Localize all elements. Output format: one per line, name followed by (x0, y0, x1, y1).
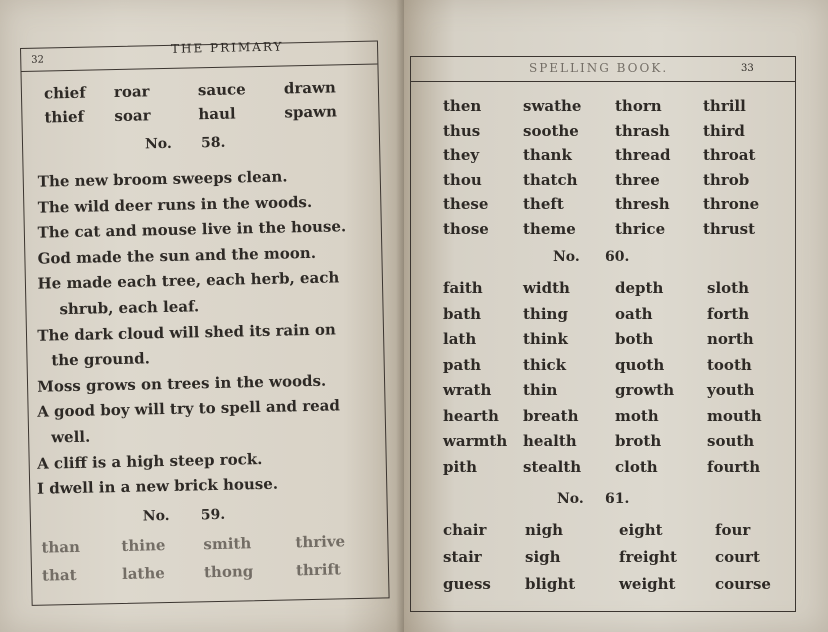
spelling-word: that (41, 565, 77, 585)
spelling-word: throne (703, 195, 760, 213)
lesson-59-label: No. (142, 507, 170, 525)
sentence-line: God made the sun and the moon. (37, 243, 317, 268)
spelling-word: mouth (707, 406, 762, 425)
sentence-line: He made each tree, each herb, each (37, 268, 340, 294)
spelling-word: thread (615, 146, 671, 164)
spelling-word: course (715, 575, 771, 593)
spelling-word: roar (113, 82, 150, 102)
spelling-word: court (715, 548, 760, 566)
right-page-number: 33 (741, 63, 754, 74)
spelling-word: wrath (443, 381, 492, 399)
left-page-number: 32 (31, 54, 45, 66)
spelling-word: thank (523, 146, 572, 164)
spelling-word: thin (523, 381, 558, 399)
spelling-word: forth (707, 304, 750, 323)
right-page-border (410, 56, 796, 612)
spelling-word: third (703, 121, 745, 140)
lesson-60-label: No. (553, 249, 580, 265)
spelling-word: tooth (707, 355, 752, 374)
spelling-word: thus (443, 121, 481, 140)
spelling-word: swathe (523, 97, 582, 115)
spelling-word: growth (615, 381, 675, 399)
lesson-58-label: No. (144, 135, 172, 153)
spelling-word: cloth (615, 457, 658, 476)
spelling-word: faith (443, 279, 483, 297)
spelling-word: throat (703, 146, 756, 164)
spelling-word: freight (619, 548, 677, 566)
spelling-word: pith (443, 457, 478, 476)
sentence-line: the ground. (51, 349, 151, 370)
spelling-word: thing (523, 304, 568, 323)
spelling-word: thorn (615, 97, 662, 115)
sentence-line: The new broom sweeps clean. (37, 167, 288, 191)
sentence-line: Moss grows on trees in the woods. (37, 371, 327, 396)
spelling-word: thong (203, 562, 254, 582)
lesson-61-number: 61. (605, 491, 630, 507)
right-page-header: SPELLING BOOK. (529, 61, 669, 75)
spelling-word: thou (443, 170, 482, 189)
sentence-line: I dwell in a new brick house. (36, 474, 279, 498)
spelling-word: three (615, 170, 660, 189)
spelling-word: path (443, 355, 482, 374)
spelling-word: drawn (283, 78, 337, 98)
spelling-word: nigh (525, 521, 563, 539)
spelling-word: north (707, 330, 754, 348)
spelling-word: quoth (615, 355, 665, 374)
spelling-word: sauce (197, 80, 246, 100)
spelling-word: stair (443, 548, 482, 566)
spelling-word: thief (44, 107, 85, 127)
spelling-word: theft (523, 195, 564, 213)
spelling-word: these (443, 195, 489, 213)
spelling-word: haul (198, 104, 236, 124)
spelling-word: sloth (707, 279, 749, 297)
spelling-word: youth (707, 381, 755, 399)
sentence-line: A cliff is a high steep rock. (36, 449, 263, 473)
sentence-line: The wild deer runs in the woods. (37, 192, 313, 217)
spelling-word: spawn (284, 102, 338, 122)
lesson-61-label: No. (557, 491, 584, 507)
spelling-word: thrive (295, 532, 346, 552)
spelling-word: they (443, 146, 480, 164)
lesson-59-number: 59. (200, 506, 226, 524)
left-page (0, 0, 404, 632)
spelling-word: thrill (703, 97, 746, 115)
spelling-word: chief (43, 83, 86, 103)
spelling-word: thresh (615, 195, 670, 213)
sentence-line: well. (50, 427, 91, 447)
spelling-word: thrust (703, 219, 756, 238)
spelling-word: then (443, 97, 482, 115)
spelling-word: throb (703, 170, 750, 189)
spelling-word: sigh (525, 548, 561, 566)
spelling-word: guess (443, 575, 491, 593)
spelling-word: fourth (707, 457, 761, 476)
lesson-60-number: 60. (605, 249, 630, 265)
right-page (404, 0, 828, 632)
spelling-word: thatch (523, 170, 578, 189)
spelling-word: smith (203, 534, 252, 554)
spelling-word: soothe (523, 121, 579, 140)
spelling-word: health (523, 432, 577, 450)
spelling-word: thrift (295, 560, 342, 580)
spelling-word: thine (121, 536, 166, 555)
spelling-word: weight (619, 575, 676, 593)
spelling-word: moth (615, 406, 659, 425)
spelling-word: four (715, 521, 751, 539)
spelling-word: breath (523, 406, 579, 425)
spelling-word: bath (443, 304, 482, 323)
spelling-word: south (707, 432, 755, 450)
spelling-word: lath (443, 330, 477, 348)
spelling-word: blight (525, 575, 576, 593)
spelling-word: eight (619, 521, 663, 539)
sentence-line: The dark cloud will shed its rain on (37, 320, 337, 345)
lesson-58-number: 58. (200, 134, 226, 152)
spelling-word: soar (114, 106, 151, 126)
spelling-word: lathe (121, 564, 166, 583)
spelling-word: stealth (523, 457, 582, 476)
left-header-rule (21, 64, 377, 72)
spelling-word: both (615, 330, 654, 348)
sentence-line: A good boy will try to spell and read (37, 396, 341, 422)
spelling-word: oath (615, 304, 653, 323)
spelling-word: warmth (443, 432, 508, 450)
spelling-word: hearth (443, 406, 499, 425)
left-page-header: THE PRIMARY (170, 39, 284, 56)
right-header-rule (411, 81, 795, 82)
spelling-word: those (443, 219, 489, 238)
spelling-word: width (523, 279, 570, 297)
sentence-line: shrub, each leaf. (59, 297, 200, 319)
spelling-word: thrice (615, 219, 666, 238)
sentence-line: The cat and mouse live in the house. (37, 217, 347, 242)
left-page-border (20, 41, 390, 606)
spelling-word: theme (523, 219, 576, 238)
spelling-word: thrash (615, 121, 670, 140)
spelling-word: chair (443, 521, 487, 539)
spelling-word: than (41, 537, 81, 557)
spelling-word: think (523, 330, 568, 348)
spelling-word: broth (615, 432, 662, 450)
spelling-word: depth (615, 279, 664, 297)
spelling-word: thick (523, 355, 567, 374)
